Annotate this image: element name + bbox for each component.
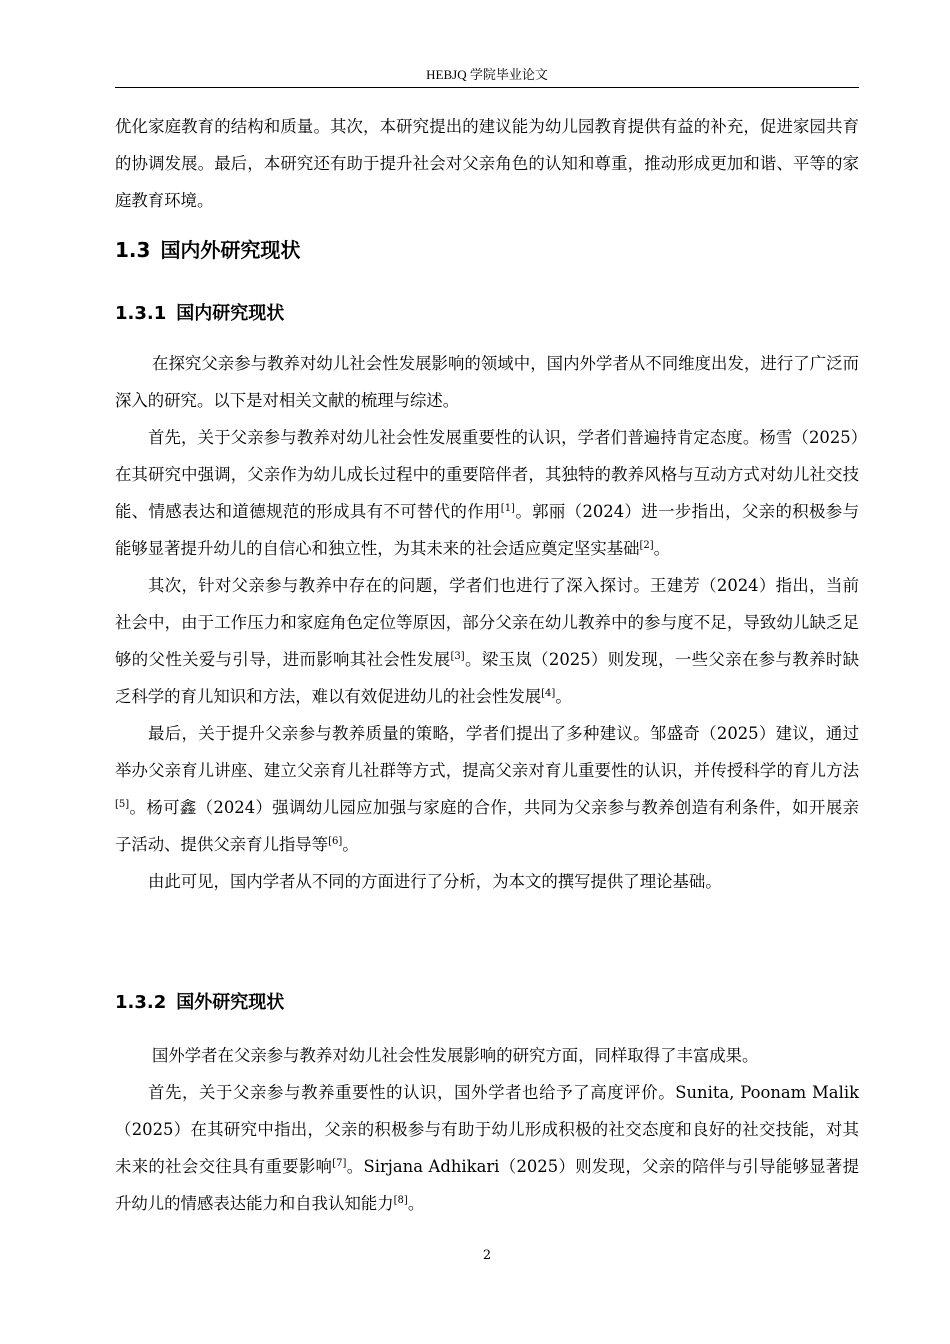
domestic-research-body xyxy=(115,345,859,900)
paragraph-text: 最后，关于提升父亲参与教养质量的策略，学者们提出了多种建议。邹盛奇（2025）建议，通过举办父亲育儿讲座、建立父亲育儿社群等方式，提高父亲对育儿重要性的认识，并传授科学的育儿方法 xyxy=(115,724,859,780)
section-heading-1-3-1 xyxy=(115,301,284,327)
section-heading-1-3 xyxy=(115,236,300,264)
paragraph xyxy=(115,419,859,567)
paragraph xyxy=(115,1074,859,1222)
citation: [6] xyxy=(328,836,343,847)
paragraph-text: 。杨可鑫（2024）强调幼儿园应加强与家庭的合作，共同为父亲参与教养创造有利条件，如开展亲子活动、提供父亲育儿指导等 xyxy=(115,798,859,854)
citation: [8] xyxy=(393,1195,408,1206)
page-number: 2 xyxy=(482,1248,492,1263)
section-number: 1.3.1 xyxy=(115,303,167,324)
citation: [2] xyxy=(639,540,654,551)
paragraph-text: 首先，关于父亲参与教养重要性的认识，国外学者也给予了高度评价。Sunita, Poonam Malik（2025）在其研究中指出，父亲的积极参与有助于幼儿形成积极的社交态度和良好的社交技能，对其未来的社会交往具有重要影响 xyxy=(115,1083,859,1176)
paragraph-text: 其次，针对父亲参与教养中存在的问题，学者们也进行了深入探讨。王建芳（2024）指出，当前社会中，由于工作压力和家庭角色定位等原因，部分父亲在幼儿教养中的参与度不足，导致幼儿缺乏足够的父性关爱与引导，进而影响其社会性发展 xyxy=(115,576,859,669)
paragraph-text: 。郭丽（2024）进一步指出，父亲的积极参与能够显著提升幼儿的自信心和独立性，为其未来的社会适应奠定坚实基础 xyxy=(115,502,859,558)
paragraph-text: 。 xyxy=(407,1194,425,1213)
section-title: 国内外研究现状 xyxy=(160,238,301,262)
paragraph-text: 。Sirjana Adhikari（2025）则发现，父亲的陪伴与引导能够显著提升幼儿的情感表达能力和自我认知能力 xyxy=(115,1157,860,1213)
section-title: 国内研究现状 xyxy=(176,303,285,324)
foreign-research-body xyxy=(115,1037,859,1222)
section-number: 1.3 xyxy=(115,238,151,262)
paragraph-text: 。 xyxy=(555,687,572,706)
paragraph-text: 。 xyxy=(342,835,359,854)
paragraph xyxy=(115,567,859,715)
intro-paragraph: 优化家庭教育的结构和质量。其次，本研究提出的建议能为幼儿园教育提供有益的补充，促进家园共育的协调发展。最后，本研究还有助于提升社会对父亲角色的认知和尊重，推动形成更加和谐、平等的家庭教育环境。 xyxy=(115,117,859,210)
paragraph: 在探究父亲参与教养对幼儿社会性发展影响的领域中，国内外学者从不同维度出发，进行了广泛而深入的研究。以下是对相关文献的梳理与综述。 xyxy=(115,354,859,410)
running-header: HEBJQ 学院毕业论文 xyxy=(426,67,548,82)
citation: [1] xyxy=(500,503,515,514)
header-rule xyxy=(115,87,859,88)
intro-block xyxy=(115,108,859,219)
citation: [5] xyxy=(115,799,130,810)
paragraph: 由此可见，国内学者从不同的方面进行了分析，为本文的撰写提供了理论基础。 xyxy=(148,872,722,891)
citation: [7] xyxy=(332,1158,347,1169)
section-number: 1.3.2 xyxy=(115,992,167,1013)
section-heading-1-3-2 xyxy=(115,990,284,1016)
paragraph xyxy=(115,715,859,863)
paragraph-text: 。梁玉岚（2025）则发现，一些父亲在参与教养时缺乏科学的育儿知识和方法，难以有效促进幼儿的社会性发展 xyxy=(115,650,860,706)
citation: [4] xyxy=(541,688,556,699)
paragraph-text: 。 xyxy=(653,539,671,558)
citation: [3] xyxy=(450,651,465,662)
paragraph-text: 首先，关于父亲参与教养对幼儿社会性发展重要性的认识，学者们普遍持肯定态度。杨雪（2025）在其研究中强调，父亲作为幼儿成长过程中的重要陪伴者，其独特的教养风格与互动方式对幼儿社交技能、情感表达和道德规范的形成具有不可替代的作用 xyxy=(115,428,859,521)
section-title: 国外研究现状 xyxy=(176,992,285,1013)
paragraph: 国外学者在父亲参与教养对幼儿社会性发展影响的研究方面，同样取得了丰富成果。 xyxy=(152,1046,759,1065)
